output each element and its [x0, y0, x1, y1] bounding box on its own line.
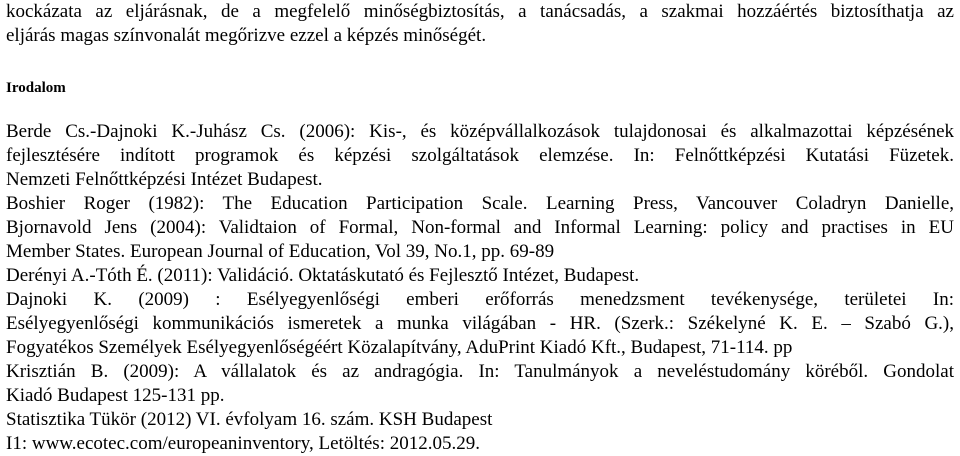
reference-line: Berde Cs.-Dajnoki K.-Juhász Cs. (2006): Kis-, és középvállalkozások tulajdonosai és alkalmazottai képzésének [6, 121, 954, 142]
reference-line: Nemzeti Felnőttképzési Intézet Budapest. [6, 169, 323, 190]
reference-list [6, 120, 954, 456]
reference-line: Member States. European Journal of Education, Vol 39, No.1, pp. 69-89 [6, 241, 555, 262]
reference-line: Boshier Roger (1982): The Education Participation Scale. Learning Press, Vancouver Coladryn Danielle, [6, 193, 954, 214]
reference-line: fejlesztésére indított programok és képzési szolgáltatások elemzése. In: Felnőttképzési Kutatási Füzetek. [6, 145, 954, 166]
document-page [6, 0, 954, 456]
reference-line: Dajnoki K. (2009) : Esélyegyenlőségi emberi erőforrás menedzsment tevékenysége, területei In: [6, 289, 954, 310]
reference-line: Fogyatékos Személyek Esélyegyenlőségéért Közalapítvány, AduPrint Kiadó Kft., Budapest, 71-114. pp [6, 337, 793, 358]
reference-line: Derényi A.-Tóth É. (2011): Validáció. Oktatáskutató és Fejlesztő Intézet, Budapest. [6, 265, 640, 286]
reference-line: Bjornavold Jens (2004): Validtaion of Formal, Non-formal and Informal Learning: policy and practises in EU [6, 217, 954, 238]
reference-line: Esélyegyenlőségi kommunikációs ismeretek a munka világában - HR. (Szerk.: Székelyné K. E. – Szabó G.), [6, 313, 954, 334]
reference-line: Kiadó Budapest 125-131 pp. [6, 385, 225, 406]
intro-line-1: kockázata az eljárásnak, de a megfelelő minőségbiztosítás, a tanácsadás, a szakmai hozzáértés biztosíthatja az [6, 1, 954, 22]
section-heading: Irodalom [6, 80, 66, 96]
intro-line-2: eljárás magas színvonalát megőrizve ezzel a képzés minőségét. [6, 25, 487, 46]
reference-line: Statisztika Tükör (2012) VI. évfolyam 16. szám. KSH Budapest [6, 409, 493, 430]
reference-line: I1: www.ecotec.com/europeaninventory, Letöltés: 2012.05.29. [6, 433, 480, 454]
reference-line: Krisztián B. (2009): A vállalatok és az andragógia. In: Tanulmányok a neveléstudomány köréből. Gondolat [6, 361, 954, 382]
